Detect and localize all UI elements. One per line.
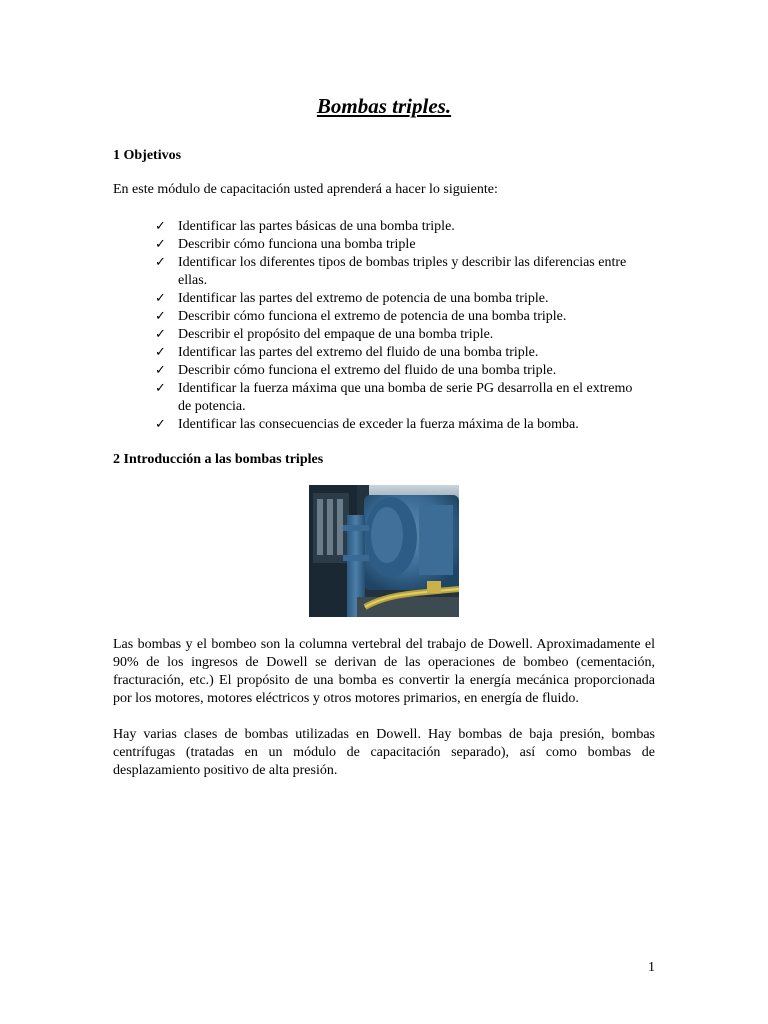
checkmark-icon: ✓	[155, 219, 166, 234]
checkmark-icon: ✓	[155, 363, 166, 378]
list-item	[155, 290, 635, 308]
list-item	[155, 416, 635, 434]
checkmark-icon: ✓	[155, 345, 166, 360]
list-item	[155, 254, 635, 290]
checkmark-icon: ✓	[155, 237, 166, 252]
pump-photo	[309, 485, 459, 617]
list-item	[155, 362, 635, 380]
section-intro: En este módulo de capacitación usted aprenderá a hacer lo siguiente:	[113, 182, 498, 197]
checkmark-icon: ✓	[155, 291, 166, 306]
list-item-text: Identificar las partes del extremo del fluido de una bomba triple.	[178, 345, 539, 360]
checkmark-icon: ✓	[155, 309, 166, 324]
paragraph-pump-types: Hay varias clases de bombas utilizadas en Dowell. Hay bombas de baja presión, bombas centrífugas (tratadas en un módulo de capacitación separado), así como bombas de desplazamiento positivo de alta presión.	[113, 727, 655, 778]
list-item	[155, 218, 635, 236]
list-item-text: Identificar las consecuencias de exceder la fuerza máxima de la bomba.	[178, 417, 579, 432]
section-heading-objetivos: 1 Objetivos	[113, 148, 182, 163]
list-item-text: Identificar las partes del extremo de potencia de una bomba triple.	[178, 291, 549, 306]
list-item	[155, 380, 635, 416]
list-item-text: Identificar la fuerza máxima que una bomba de serie PG desarrolla en el extremo de potencia.	[178, 381, 633, 414]
list-item-text: Describir el propósito del empaque de una bomba triple.	[178, 327, 494, 342]
list-item-text: Describir cómo funciona una bomba triple	[178, 237, 416, 252]
checkmark-icon: ✓	[155, 417, 166, 432]
list-item	[155, 326, 635, 344]
objectives-list	[155, 218, 635, 434]
list-item-text: Identificar los diferentes tipos de bombas triples y describir las diferencias entre ellas.	[178, 255, 627, 288]
section-heading-introduccion: 2 Introducción a las bombas triples	[113, 452, 324, 467]
page-number: 1	[648, 960, 655, 975]
paragraph-intro: Las bombas y el bombeo son la columna vertebral del trabajo de Dowell. Aproximadamente el 90% de los ingresos de Dowell se derivan de las operaciones de bombeo (cementación, fracturación, etc.) El propósito de una bomba es convertir la energía mecánica proporcionada por los motores, motores eléctricos y otros motores primarios, en energía de fluido.	[113, 637, 655, 706]
checkmark-icon: ✓	[155, 381, 166, 396]
list-item	[155, 344, 635, 362]
list-item-text: Identificar las partes básicas de una bomba triple.	[178, 219, 455, 234]
checkmark-icon: ✓	[155, 327, 166, 342]
list-item-text: Describir cómo funciona el extremo de potencia de una bomba triple.	[178, 309, 567, 324]
list-item-text: Describir cómo funciona el extremo del fluido de una bomba triple.	[178, 363, 557, 378]
list-item	[155, 308, 635, 326]
list-item	[155, 236, 635, 254]
document-title: Bombas triples.	[316, 94, 452, 118]
checkmark-icon: ✓	[155, 255, 166, 270]
